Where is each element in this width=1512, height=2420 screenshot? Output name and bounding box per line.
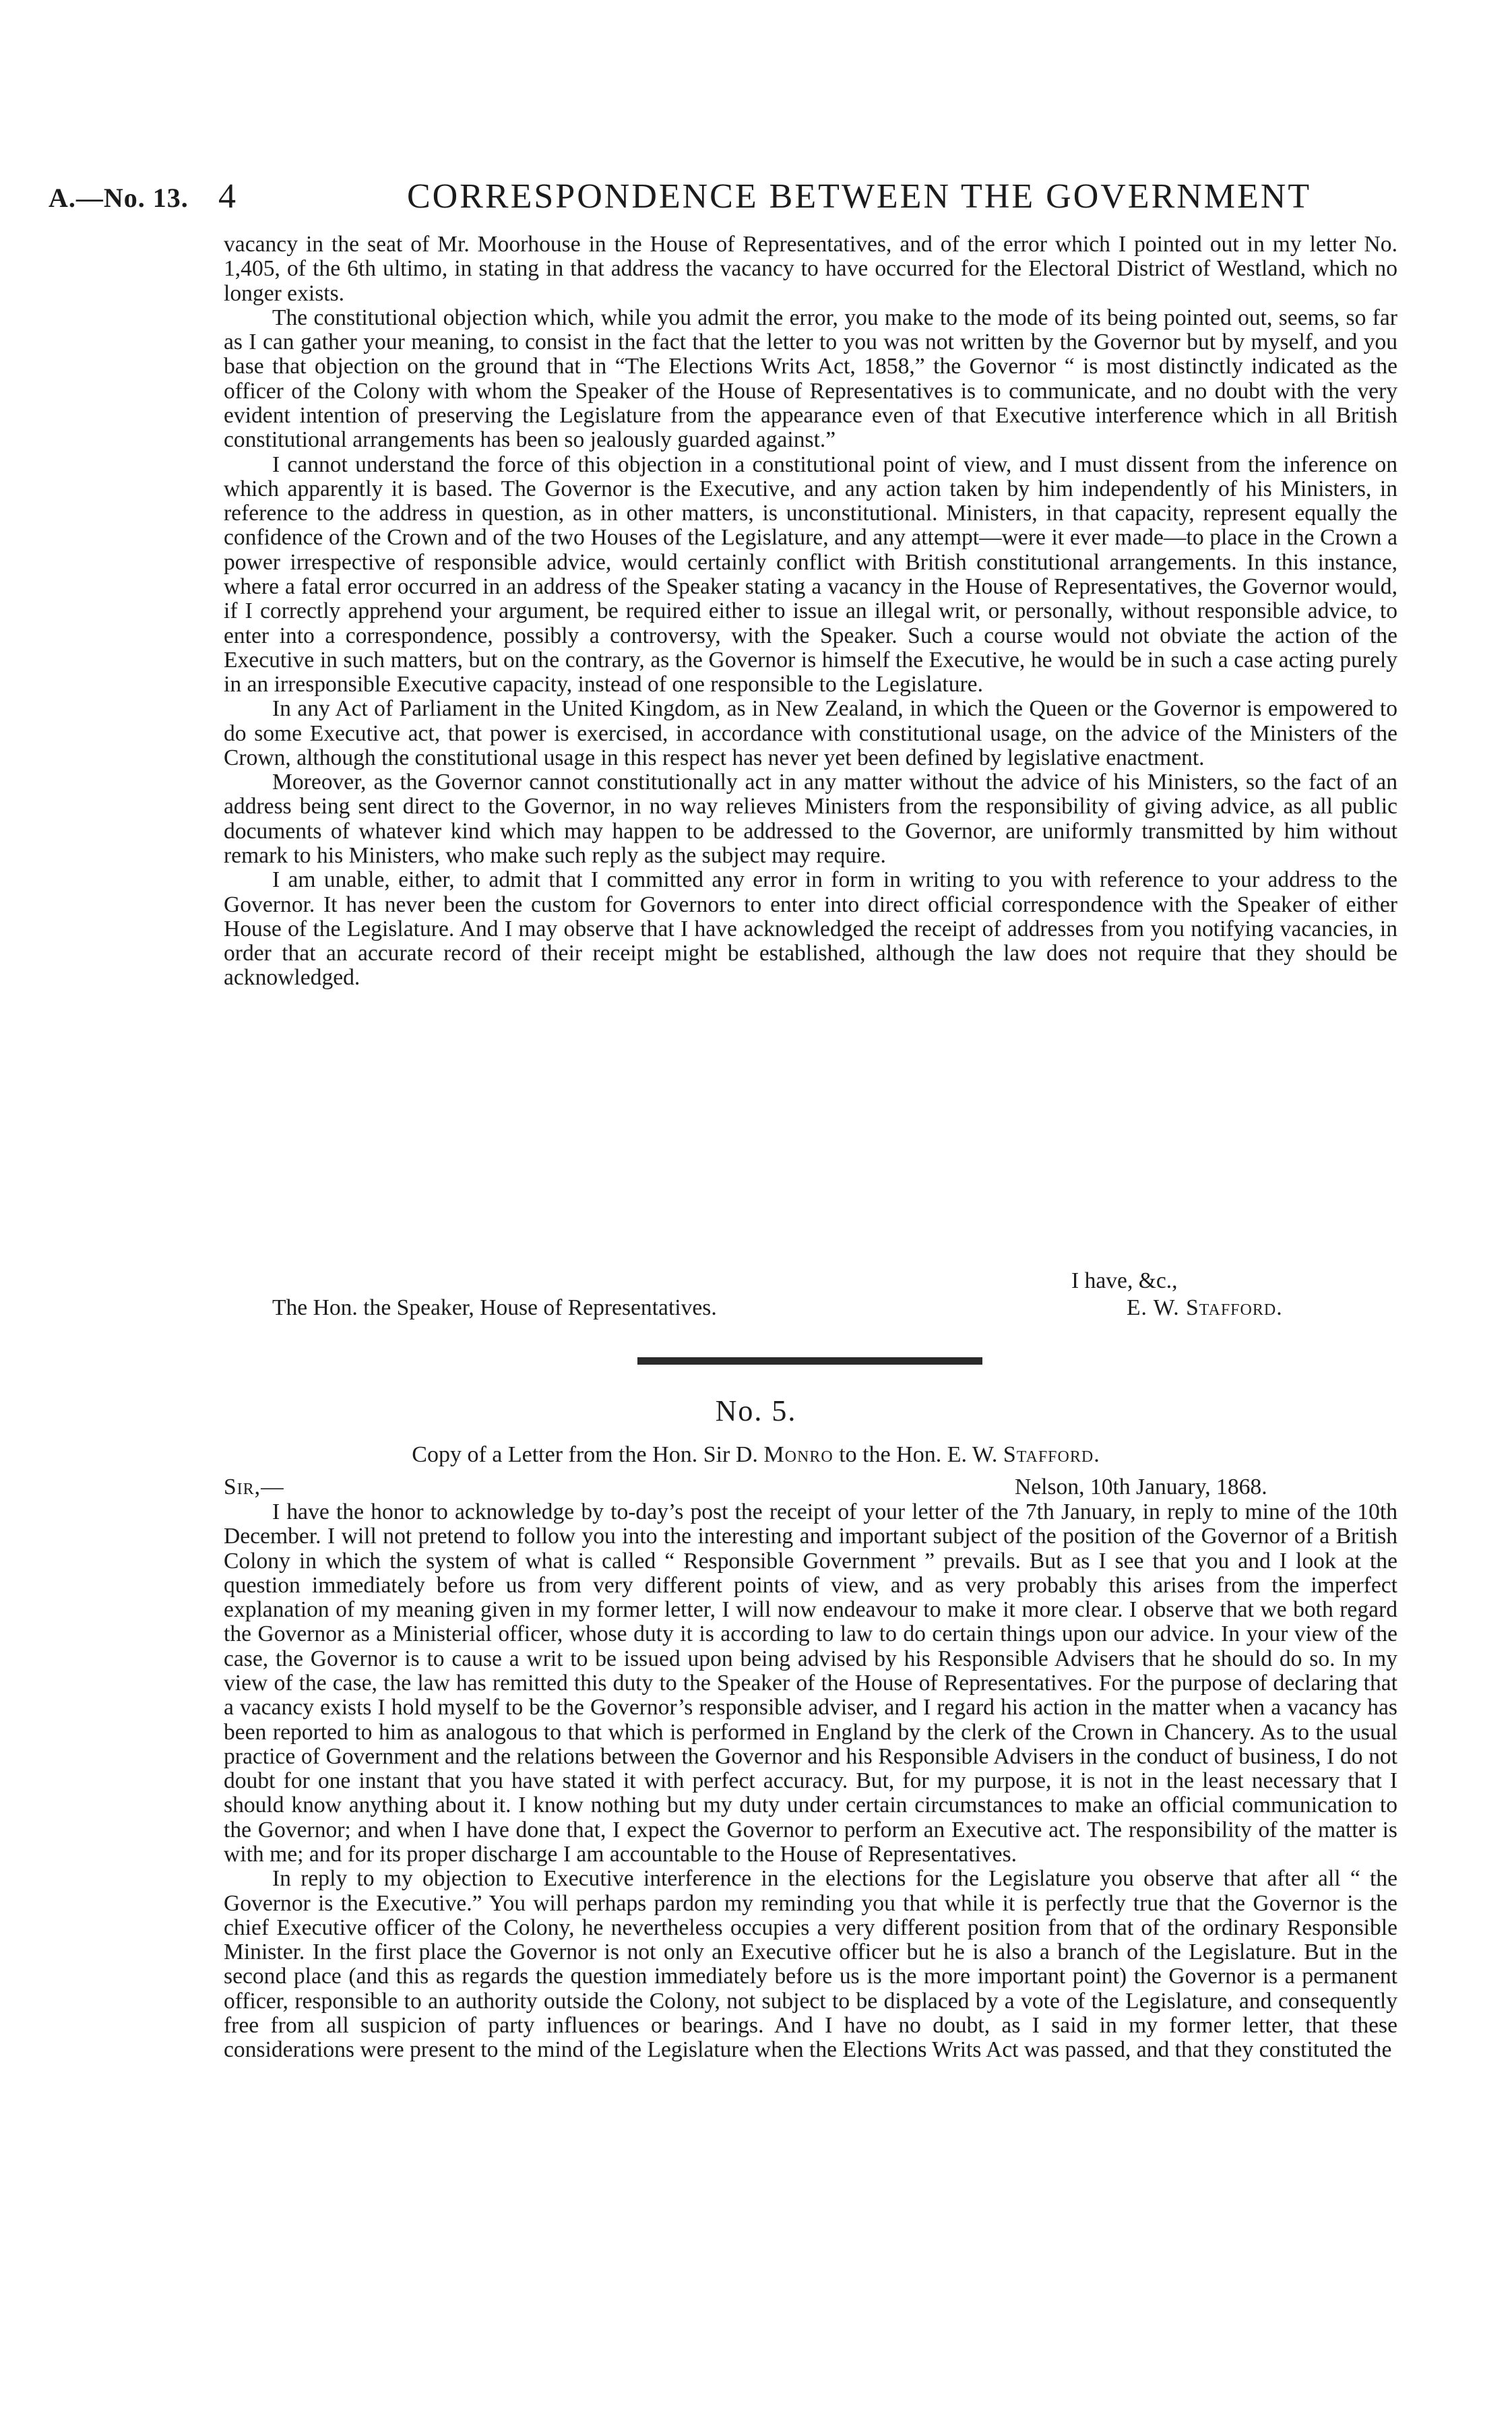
page-header — [49, 177, 1451, 217]
paragraph: vacancy in the seat of Mr. Moorhouse in the House of Representatives, and of the error which I pointed out in my letter No. 1,405, of the 6th ultimo, in stating in that address the vacancy to have occurred for the Electoral District of Westland, which no longer exists. — [224, 232, 1397, 306]
paragraph: I cannot understand the force of this objection in a constitutional point of view, and I must dissent from the inference on which apparently it is based. The Governor is the Executive, and any action taken by him independently of his Ministers, in reference to the address in question, as in other matters, is unconstitutional. Ministers, in that capacity, represent equally the confidence of the Crown and of the two Houses of the Legislature, and any attempt—were it ever made—to place in the Crown a power irrespective of responsible advice, would certainly conflict with British constitutional arrangements. In this instance, where a fatal error occurred in an address of the Speaker stating a vacancy in the House of Representatives, the Governor would, if I correctly apprehend your argument, be required either to issue an illegal writ, or personally, without responsible advice, to enter into a correspondence, possibly a controversy, with the Speaker. Such a course would not obviate the action of the Executive in such matters, but on the contrary, as the Governor is himself the Executive, he would be in such a case acting purely in an irresponsible Executive capacity, instead of one responsible to the Legislature. — [224, 452, 1397, 697]
paper-reference: A.—No. 13. — [49, 183, 189, 213]
letter-caption — [0, 1442, 1512, 1468]
page-number: 4 — [218, 177, 236, 216]
caption-from-name: Monro — [763, 1442, 833, 1467]
caption-prefix: Copy of a Letter from the Hon. Sir D. — [412, 1442, 758, 1467]
closing: I have, &c., — [1071, 1268, 1178, 1293]
caption-to-name: Stafford. — [1003, 1442, 1100, 1467]
paragraph: The constitutional objection which, while you admit the error, you make to the mode of its being pointed out, seems, so far as I can gather your meaning, to consist in the fact that the letter to you was not written by the Governor but by myself, and you base that objection on the ground that in “The Elections Writs Act, 1858,” the Governor “ is most distinctly indicated as the officer of the Colony with whom the Speaker of the House of Representatives is to communicate, and no doubt with the very evident intention of preserving the Legislature from the appearance even of that Executive interference which in all British constitutional arrangements has been so jealously guarded against.” — [224, 305, 1397, 453]
running-title: CORRESPONDENCE BETWEEN THE GOVERNMENT — [407, 177, 1312, 216]
letter-4-body — [224, 232, 1397, 991]
paragraph: In any Act of Parliament in the United Kingdom, as in New Zealand, in which the Queen or the Governor is empowered to do some Executive act, that power is exercised, in accordance with constitutional usage, on the advice of the Ministers of the Crown, although the constitutional usage in this respect has never yet been defined by legislative enactment. — [224, 696, 1397, 770]
letter-5-body — [224, 1500, 1397, 2062]
paragraph: I am unable, either, to admit that I committed any error in form in writing to you with reference to your address to the Governor. It has never been the custom for Governors to enter into direct official correspondence with the Speaker of either House of the Legislature. And I may observe that I have acknowledged the receipt of addresses from you notifying vacancies, in order that an accurate record of their receipt might be established, although the law does not require that they should be acknowledged. — [224, 867, 1397, 991]
addressee: The Hon. the Speaker, House of Representatives. — [272, 1295, 717, 1320]
caption-mid: to the Hon. E. W. — [839, 1442, 998, 1467]
signature: E. W. Stafford. — [1127, 1295, 1283, 1320]
paragraph: Moreover, as the Governor cannot constitutionally act in any matter without the advice of his Ministers, so the fact of an address being sent direct to the Governor, in no way relieves Ministers from the responsibility of giving advice, as all public documents of whatever kind which may happen to be addressed to the Governor, are uniformly transmitted by him without remark to his Ministers, who make such reply as the subject may require. — [224, 770, 1397, 869]
salutation: Sir,— — [224, 1475, 284, 1499]
section-divider — [637, 1357, 982, 1365]
place-date: Nelson, 10th January, 1868. — [1015, 1475, 1267, 1499]
letter-number: No. 5. — [715, 1394, 797, 1427]
paragraph: In reply to my objection to Executive interference in the elections for the Legislature you observe that after all “ the Governor is the Executive.” You will perhaps pardon my reminding you that while it is perfectly true that the Governor is the chief Executive officer of the Colony, he nevertheless occupies a very different position from that of the ordinary Responsible Minister. In the first place the Governor is not only an Executive officer but he is also a branch of the Legislature. But in the second place (and this as regards the question immediately before us is the more important point) the Governor is a permanent officer, responsible to an authority outside the Colony, not subject to be displaced by a vote of the Legislature, and consequently free from all suspicion of party influences or bearings. And I have no doubt, as I said in my former letter, that these considerations were present to the mind of the Legislature when the Elections Writs Act was passed, and that they constituted the — [224, 1866, 1397, 2063]
paragraph: I have the honor to acknowledge by to-day’s post the receipt of your letter of the 7th January, in reply to mine of the 10th December. I will not pretend to follow you into the interesting and important subject of the position of the Governor of a British Colony in which the system of what is called “ Responsible Government ” prevails. But as I see that you and I look at the question immediately before us from very different points of view, and as very probably this arises from the imperfect explanation of my meaning given in my former letter, I will now endeavour to make it more clear. I observe that we both regard the Governor as a Ministerial officer, whose duty it is according to law to do certain things upon our advice. In your view of the case, the Governor is to cause a writ to be issued upon being advised by his Responsible Advisers that he should do so. In my view of the case, the law has remitted this duty to the Speaker of the House of Representatives. For the purpose of declaring that a vacancy exists I hold myself to be the Governor’s responsible adviser, and I regard his action in the matter when a vacancy has been reported to him as analogous to that which is performed in England by the clerk of the Crown in Chancery. As to the usual practice of Government and the relations between the Governor and his Responsible Advisers in the conduct of business, I do not doubt for one instant that you have stated it with perfect accuracy. But, for my purpose, it is not in the least necessary that I should know anything about it. I know nothing but my duty under certain circumstances to make an official communication to the Governor; and when I have done that, I expect the Governor to perform an Executive act. The responsibility of the matter is with me; and for its proper discharge I am accountable to the House of Representatives. — [224, 1499, 1397, 1867]
